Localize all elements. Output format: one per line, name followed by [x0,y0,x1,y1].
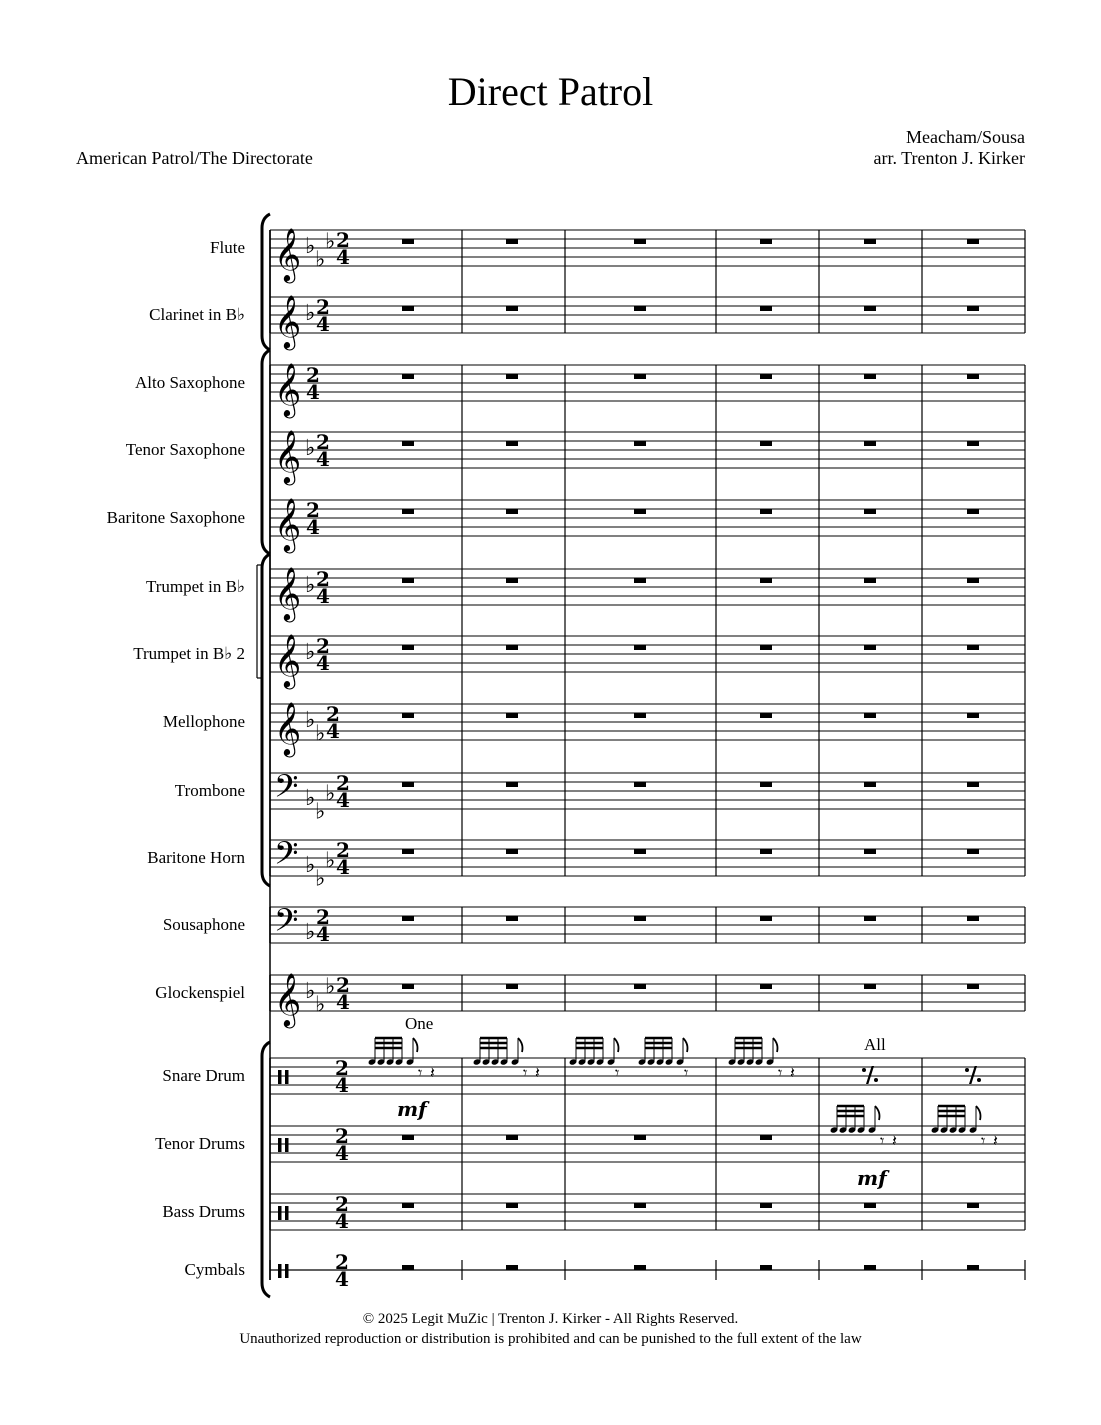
instrument-name: Trumpet in B♭ 2 [133,644,245,663]
instrument-name: Alto Saxophone [134,373,245,392]
measure-rest [634,441,646,446]
time-signature-bottom: 4 [335,1209,349,1233]
flat-sign: ♭ [305,920,316,945]
measure-rest [634,645,646,650]
measure-rest [864,306,876,311]
time-signature-bottom: 4 [336,855,350,879]
flat-sign: ♭ [325,781,336,807]
measure-repeat-icon: ∕ [865,1062,875,1088]
eighth-rest: 𝄾 [981,1131,986,1150]
measure-rest [967,713,979,718]
measure-rest [864,645,876,650]
eighth-rest: 𝄾 [880,1131,885,1150]
time-signature-top: 2 [336,228,350,252]
measure-rest [760,441,772,446]
score-subtitle: American Patrol/The Directorate [76,148,313,168]
eighth-rest: 𝄾 [684,1063,689,1082]
time-signature-bottom: 4 [336,990,350,1014]
time-signature-bottom: 4 [316,447,330,471]
repeat-dot [977,1078,981,1082]
measure-rest [864,916,876,921]
repeat-dot [862,1068,866,1072]
measure-rest [506,713,518,718]
measure-rest [402,441,414,446]
flag [518,1038,523,1052]
instrument-name: Trumpet in B♭ [145,577,245,596]
brace-woodwinds [262,214,270,350]
time-signature-top: 2 [336,973,350,997]
time-signature-top: 2 [316,295,330,319]
treble-clef-icon: 𝄞 [274,566,302,620]
measure-rest [760,578,772,583]
repeat-dot [874,1078,878,1082]
measure-rest [634,782,646,787]
copyright-line: © 2025 Legit MuZic | Trenton J. Kirker - All Rights Reserved. [362,1311,739,1327]
instrument-name: Mellophone [162,712,245,731]
time-signature-top: 2 [326,702,340,726]
percussion-clef-icon [278,1264,282,1278]
measure-rest [506,1135,518,1140]
time-signature-bottom: 4 [336,788,350,812]
time-signature-bottom: 4 [336,245,350,269]
measure-rest [634,1135,646,1140]
measure-rest [864,441,876,446]
measure-rest [402,239,414,244]
instrument-name: Tenor Drums [155,1134,245,1153]
treble-clef-icon: 𝄞 [274,227,302,281]
measure-rest [967,645,979,650]
dynamic-mf: mf [397,1097,427,1121]
flat-sign: ♭ [325,974,336,1000]
bass-clef-icon: 𝄢 [274,768,299,812]
bass-clef-icon: 𝄢 [274,835,299,879]
measure-rest [634,306,646,311]
flat-sign: ♭ [325,229,336,255]
measure-rest [864,782,876,787]
measure-rest [760,306,772,311]
measure-rest [634,984,646,989]
measure-rest [864,509,876,514]
measure-rest [402,849,414,854]
treble-clef-icon: 𝄞 [274,429,302,483]
measure-rest [760,916,772,921]
eighth-rest: 𝄾 [523,1063,528,1082]
measure-rest [634,1203,646,1208]
composer-credit: Meacham/Sousa [906,127,1025,147]
measure-rest [402,1135,414,1140]
treble-clef-icon: 𝄞 [274,633,302,687]
flat-sign: ♭ [305,234,316,259]
annotation-all: All [864,1035,886,1054]
instrument-name: Trombone [174,781,245,800]
measure-rest [402,1265,414,1270]
measure-rest [634,916,646,921]
time-signature-top: 2 [306,498,320,522]
measure-rest [506,645,518,650]
quarter-rest: 𝄽 [535,1063,540,1082]
flat-sign: ♭ [305,979,316,1004]
measure-rest [864,713,876,718]
bass-clef-icon: 𝄢 [274,902,299,946]
flat-sign: ♭ [315,247,326,273]
instrument-name: Flute [210,238,245,257]
measure-rest [967,441,979,446]
legal-notice: Unauthorized reproduction or distribution is prohibited and can be punished to the full extent of the law [239,1331,862,1347]
percussion-clef-icon [285,1138,289,1152]
measure-rest [864,849,876,854]
treble-clef-icon: 𝄞 [274,701,302,755]
time-signature-top: 2 [336,838,350,862]
measure-rest [967,984,979,989]
percussion-clef-icon [285,1206,289,1220]
measure-rest [506,984,518,989]
measure-rest [506,1203,518,1208]
flag [976,1106,981,1120]
measure-rest [967,916,979,921]
percussion-clef-icon [278,1138,282,1152]
instrument-name: Clarinet in B♭ [149,305,245,324]
time-signature-top: 2 [316,905,330,929]
measure-rest [760,1265,772,1270]
percussion-clef-icon [285,1264,289,1278]
quarter-rest: 𝄽 [430,1063,435,1082]
measure-rest [967,239,979,244]
time-signature-top: 2 [335,1056,349,1080]
measure-rest [967,509,979,514]
flag [773,1038,778,1052]
brace-saxophones [262,350,270,554]
measure-rest [760,1203,772,1208]
time-signature-top: 2 [335,1250,349,1274]
time-signature-top: 2 [336,771,350,795]
time-signature-top: 2 [335,1124,349,1148]
measure-rest [967,782,979,787]
measure-rest [760,509,772,514]
flat-sign: ♭ [305,640,316,665]
treble-clef-icon: 𝄞 [274,362,302,416]
flat-sign: ♭ [305,708,316,733]
measure-rest [506,509,518,514]
score-title: Direct Patrol [447,69,654,114]
time-signature-top: 2 [316,430,330,454]
measure-rest [864,984,876,989]
measure-rest [760,782,772,787]
measure-rest [967,578,979,583]
time-signature-bottom: 4 [335,1073,349,1097]
measure-rest [634,849,646,854]
measure-rest [864,1265,876,1270]
measure-rest [402,578,414,583]
flat-sign: ♭ [315,721,326,747]
instrument-name: Bass Drums [162,1202,245,1221]
instrument-name: Baritone Saxophone [106,508,245,527]
percussion-clef-icon [285,1070,289,1084]
flat-sign: ♭ [325,848,336,874]
measure-rest [402,306,414,311]
time-signature-top: 2 [335,1192,349,1216]
time-signature-top: 2 [316,567,330,591]
measure-rest [760,645,772,650]
measure-rest [506,849,518,854]
measure-rest [864,374,876,379]
measure-rest [402,1203,414,1208]
brace-drumline [262,1042,270,1297]
flat-sign: ♭ [315,799,326,825]
repeat-dot [965,1068,969,1072]
time-signature-top: 2 [306,363,320,387]
flat-sign: ♭ [305,853,316,878]
flat-sign: ♭ [315,992,326,1018]
flag [413,1038,418,1052]
instrument-name: Cymbals [184,1260,245,1279]
measure-rest [864,239,876,244]
quarter-rest: 𝄽 [892,1131,897,1150]
measure-rest [402,509,414,514]
measure-rest [760,374,772,379]
time-signature-bottom: 4 [316,922,330,946]
treble-clef-icon: 𝄞 [274,294,302,348]
eighth-rest: 𝄾 [615,1063,620,1082]
measure-rest [506,782,518,787]
measure-rest [634,1265,646,1270]
measure-rest [506,374,518,379]
measure-rest [402,782,414,787]
measure-rest [506,306,518,311]
measure-rest [634,509,646,514]
instrument-name: Sousaphone [162,915,245,934]
quarter-rest: 𝄽 [993,1131,998,1150]
time-signature-top: 2 [316,634,330,658]
eighth-rest: 𝄾 [778,1063,783,1082]
dynamic-mf: mf [857,1166,887,1190]
measure-rest [760,849,772,854]
annotation-one: One [405,1014,434,1033]
measure-rest [506,441,518,446]
time-signature-bottom: 4 [316,584,330,608]
flat-sign: ♭ [315,866,326,892]
measure-rest [634,239,646,244]
flat-sign: ♭ [305,573,316,598]
measure-rest [506,578,518,583]
flag [614,1038,619,1052]
measure-repeat-icon: ∕ [968,1062,978,1088]
measure-rest [402,374,414,379]
measure-rest [864,1203,876,1208]
time-signature-bottom: 4 [316,312,330,336]
measure-rest [967,374,979,379]
measure-rest [634,578,646,583]
flat-sign: ♭ [305,786,316,811]
percussion-clef-icon [278,1070,282,1084]
measure-rest [634,374,646,379]
flat-sign: ♭ [305,301,316,326]
time-signature-bottom: 4 [306,515,320,539]
instrument-name: Snare Drum [162,1066,245,1085]
instrument-name: Glockenspiel [155,983,245,1002]
measure-rest [760,1135,772,1140]
measure-rest [402,984,414,989]
measure-rest [967,849,979,854]
measure-rest [760,713,772,718]
time-signature-bottom: 4 [326,719,340,743]
brace-brass [262,554,270,886]
time-signature-bottom: 4 [335,1267,349,1291]
flag [875,1106,880,1120]
measure-rest [967,306,979,311]
quarter-rest: 𝄽 [790,1063,795,1082]
measure-rest [760,239,772,244]
time-signature-bottom: 4 [335,1141,349,1165]
eighth-rest: 𝄾 [418,1063,423,1082]
percussion-clef-icon [278,1206,282,1220]
treble-clef-icon: 𝄞 [274,972,302,1026]
arranger-credit: arr. Trenton J. Kirker [873,148,1025,168]
time-signature-bottom: 4 [316,651,330,675]
measure-rest [864,578,876,583]
measure-rest [967,1203,979,1208]
measure-rest [506,1265,518,1270]
measure-rest [506,239,518,244]
instrument-name: Baritone Horn [147,848,245,867]
flat-sign: ♭ [305,436,316,461]
measure-rest [402,713,414,718]
time-signature-bottom: 4 [306,380,320,404]
measure-rest [967,1265,979,1270]
instrument-name: Tenor Saxophone [125,440,245,459]
measure-rest [760,984,772,989]
flag [683,1038,688,1052]
measure-rest [634,713,646,718]
measure-rest [402,916,414,921]
treble-clef-icon: 𝄞 [274,497,302,551]
measure-rest [506,916,518,921]
measure-rest [402,645,414,650]
